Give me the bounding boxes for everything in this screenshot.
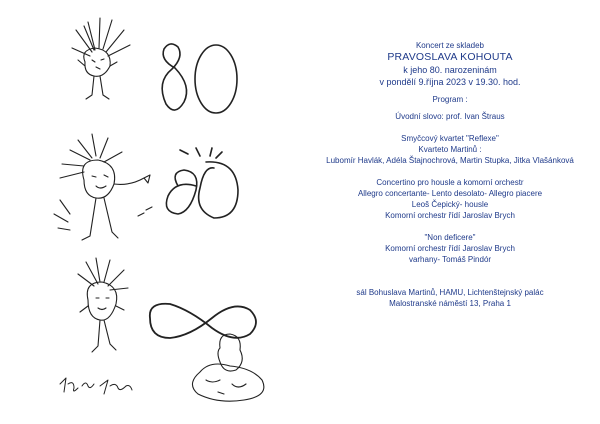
signature — [60, 378, 132, 394]
invitation-text — [300, 40, 600, 309]
movements: Allegro concertante- Lento desolato- Allegro piacere — [357, 189, 543, 198]
piece-title: Concertino pro housle a komorní orchestr — [376, 178, 524, 187]
infinity-sketch — [150, 304, 256, 338]
creature-sketch-top — [72, 18, 130, 99]
soloist: Leoš Čepický- housle — [411, 200, 489, 209]
performer: Kvarteto Martinů : — [418, 145, 482, 154]
intro-text: Koncert ze skladeb — [415, 41, 485, 50]
orchestra: Komorní orchestr řídí Jaroslav Brych — [385, 211, 515, 220]
venue-address: Malostranské náměstí 13, Praha 1 — [389, 299, 511, 308]
melting-eighty-sketch — [192, 334, 263, 401]
program-heading: Program : — [432, 95, 468, 104]
piece-title: "Non deficere" — [424, 233, 476, 242]
date-time: v pondělí 9.října 2023 v 19.30. hod. — [379, 77, 521, 87]
organist: varhany- Tomáš Pindór — [408, 255, 492, 264]
composer-name: PRAVOSLAVA KOHOUTA — [387, 51, 513, 63]
occasion-text: k jeho 80. narozeninám — [403, 65, 497, 75]
tilted-eighty-sketch — [166, 148, 238, 218]
opening-speech: Úvodní slovo: prof. Ivan Štraus — [395, 112, 505, 121]
performer-details: Lubomír Havlák, Adéla Štajnochrová, Martin Stupka, Jitka Vlašánková — [326, 156, 574, 165]
venue-hall: sál Bohuslava Martinů, HAMU, Lichtenštejnský palác — [356, 288, 544, 297]
creature-sketch-middle — [54, 134, 152, 240]
piece-title: Smyčcový kvartet "Reflexe" — [401, 134, 499, 143]
creature-sketch-bottom — [78, 258, 128, 352]
orchestra: Komorní orchestr řídí Jaroslav Brych — [385, 244, 515, 253]
number-eighty-sketch — [162, 44, 237, 113]
